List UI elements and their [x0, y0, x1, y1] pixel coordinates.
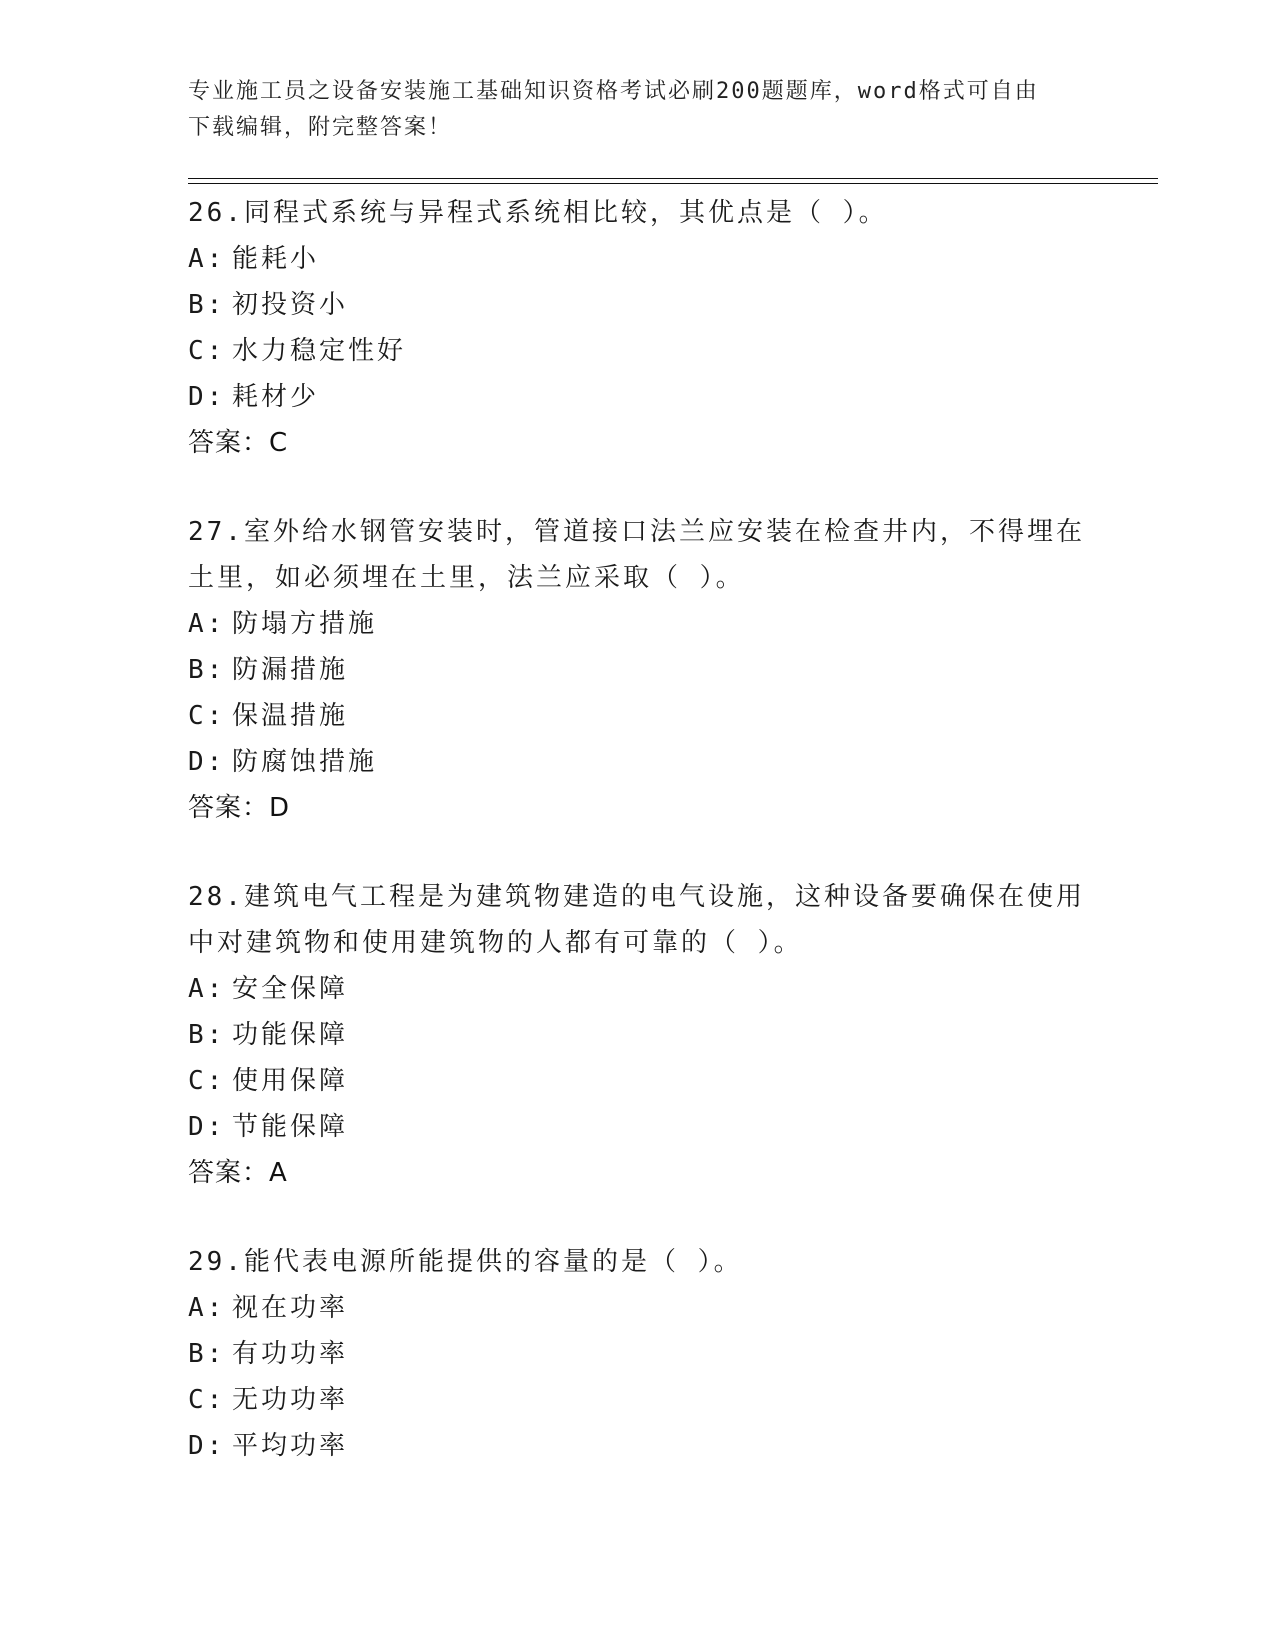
question-list — [188, 190, 1088, 1469]
answer-line: 答案：A — [188, 1158, 288, 1188]
option-text: 节能保障 — [232, 1112, 349, 1142]
option-a — [188, 236, 1088, 282]
question-stem: 27.室外给水钢管安装时，管道接口法兰应安装在检查井内，不得埋在土里，如必须埋在土里，法兰应采取（ ）。 — [188, 517, 1085, 593]
option-key: A: — [188, 974, 226, 1004]
answer-line: 答案：D — [188, 793, 291, 823]
option-c — [188, 1058, 1088, 1104]
header-divider-top — [188, 178, 1158, 179]
option-text: 防腐蚀措施 — [232, 747, 378, 777]
option-b — [188, 1012, 1088, 1058]
option-key: B: — [188, 1339, 226, 1369]
option-c — [188, 693, 1088, 739]
option-key: A: — [188, 1293, 226, 1323]
option-key: A: — [188, 609, 226, 639]
option-d — [188, 1104, 1088, 1150]
option-key: D: — [188, 1431, 226, 1461]
option-b — [188, 1331, 1088, 1377]
option-key: D: — [188, 747, 226, 777]
question-27 — [188, 509, 1088, 831]
question-stem: 26.同程式系统与异程式系统相比较，其优点是（ ）。 — [188, 198, 888, 228]
option-text: 无功功率 — [232, 1385, 349, 1415]
option-text: 功能保障 — [232, 1020, 349, 1050]
header-line-2: 下载编辑，附完整答案！ — [188, 115, 453, 140]
option-a — [188, 1285, 1088, 1331]
option-text: 防漏措施 — [232, 655, 349, 685]
header-divider-bottom — [188, 183, 1158, 184]
option-c — [188, 328, 1088, 374]
answer-line: 答案：C — [188, 428, 289, 458]
option-key: A: — [188, 244, 226, 274]
option-text: 耗材少 — [232, 382, 320, 412]
option-b — [188, 282, 1088, 328]
option-text: 有功功率 — [232, 1339, 349, 1369]
option-b — [188, 647, 1088, 693]
option-key: C: — [188, 701, 226, 731]
option-text: 保温措施 — [232, 701, 349, 731]
option-text: 初投资小 — [232, 290, 349, 320]
option-text: 使用保障 — [232, 1066, 349, 1096]
option-d — [188, 374, 1088, 420]
option-key: C: — [188, 1385, 226, 1415]
header-line-1: 专业施工员之设备安装施工基础知识资格考试必刷200题题库，word格式可自由 — [188, 79, 1039, 104]
option-text: 水力稳定性好 — [232, 336, 407, 366]
option-key: B: — [188, 290, 226, 320]
option-d — [188, 1423, 1088, 1469]
question-29 — [188, 1239, 1088, 1469]
option-text: 能耗小 — [232, 244, 320, 274]
option-d — [188, 739, 1088, 785]
option-key: C: — [188, 336, 226, 366]
question-26 — [188, 190, 1088, 466]
question-stem: 29.能代表电源所能提供的容量的是（ ）。 — [188, 1247, 743, 1277]
option-key: D: — [188, 382, 226, 412]
option-key: B: — [188, 1020, 226, 1050]
document-header — [188, 74, 1088, 146]
option-a — [188, 601, 1088, 647]
option-text: 平均功率 — [232, 1431, 349, 1461]
question-stem: 28.建筑电气工程是为建筑物建造的电气设施，这种设备要确保在使用中对建筑物和使用建筑物的人都有可靠的（ ）。 — [188, 882, 1085, 958]
option-text: 视在功率 — [232, 1293, 349, 1323]
option-key: B: — [188, 655, 226, 685]
option-key: C: — [188, 1066, 226, 1096]
option-key: D: — [188, 1112, 226, 1142]
option-c — [188, 1377, 1088, 1423]
option-a — [188, 966, 1088, 1012]
option-text: 安全保障 — [232, 974, 349, 1004]
question-28 — [188, 874, 1088, 1196]
option-text: 防塌方措施 — [232, 609, 378, 639]
